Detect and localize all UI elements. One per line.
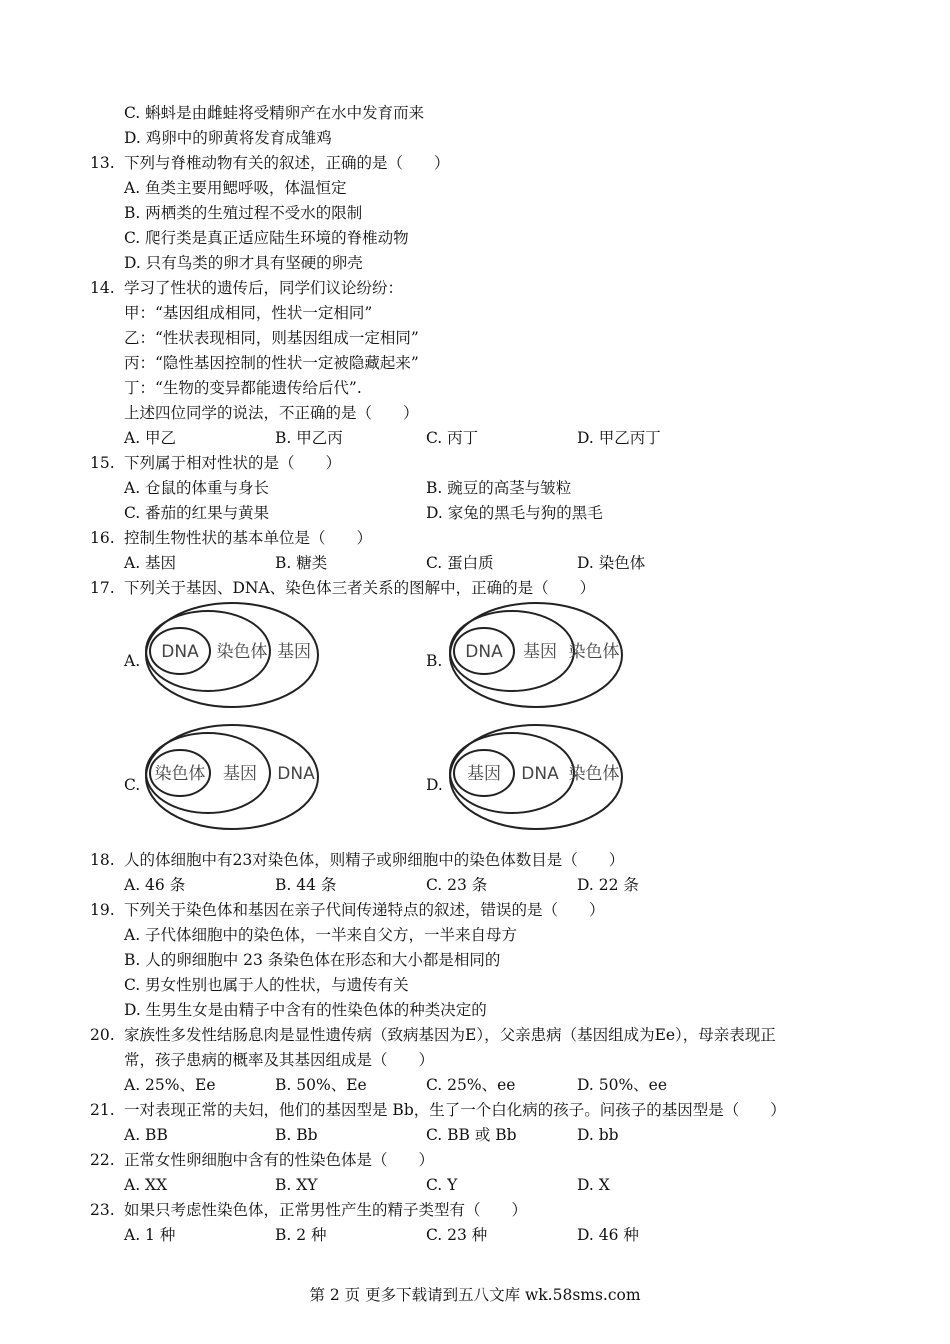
option-c: C. 25%、ee <box>426 1076 516 1094</box>
option-d: D. bb <box>577 1126 619 1144</box>
option-b: B. 豌豆的高茎与皱粒 <box>426 479 572 497</box>
option-line: D. 只有鸟类的卵才具有坚硬的卵壳 <box>124 254 363 272</box>
question-stem: 家族性多发性结肠息肉是显性遗传病（致病基因为E），父亲患病（基因组成为Ee），母亲表现正 <box>124 1026 776 1044</box>
label-gene: 基因 <box>523 642 557 662</box>
statement-line: 丁：“生物的变异都能遗传给后代”. <box>124 379 362 397</box>
label-chromosome: 染色体 <box>154 764 206 784</box>
option-d: D. 46 种 <box>577 1226 639 1244</box>
option-d: D. 22 条 <box>577 876 639 894</box>
option-a-label: A. <box>124 652 141 670</box>
label-dna: DNA <box>521 764 559 784</box>
option-d: D. 甲乙丙丁 <box>577 429 661 447</box>
question-number: 20. <box>90 1026 115 1044</box>
option-b-label: B. <box>426 652 443 670</box>
option-a: A. BB <box>124 1126 168 1144</box>
option-line: D. 鸡卵中的卵黄将发育成雏鸡 <box>124 129 332 147</box>
statement-line: 上述四位同学的说法，不正确的是（ ） <box>124 404 419 422</box>
question-stem: 控制生物性状的基本单位是（ ） <box>124 529 373 547</box>
page-footer: 第 2 页 更多下载请到五八文库 wk.58sms.com <box>309 1286 641 1304</box>
option-b: B. 50%、Ee <box>275 1076 367 1094</box>
option-c: C. 丙丁 <box>426 429 479 447</box>
label-chromosome: 染色体 <box>216 642 268 662</box>
label-chromosome: 染色体 <box>568 642 620 662</box>
venn-diagram-d <box>448 722 628 832</box>
option-a: A. XX <box>124 1176 168 1194</box>
question-stem: 下列属于相对性状的是（ ） <box>124 454 342 472</box>
label-gene: 基因 <box>467 764 501 784</box>
question-number: 15. <box>90 454 115 472</box>
question-number: 19. <box>90 901 115 919</box>
option-a: A. 基因 <box>124 554 177 572</box>
question-stem-cont: 常，孩子患病的概率及其基因组成是（ ） <box>124 1051 435 1069</box>
option-a: A. 46 条 <box>124 876 186 894</box>
statement-line: 甲：“基因组成相同，性状一定相同” <box>124 304 373 322</box>
question-number: 23. <box>90 1201 115 1219</box>
question-stem: 一对表现正常的夫妇，他们的基因型是 Bb，生了一个白化病的孩子。问孩子的基因型是（ ） <box>124 1101 786 1119</box>
option-c: C. 番茄的红果与黄果 <box>124 504 270 522</box>
option-a: A. 1 种 <box>124 1226 176 1244</box>
option-line: C. 爬行类是真正适应陆生环境的脊椎动物 <box>124 229 409 247</box>
question-number: 18. <box>90 851 115 869</box>
option-a: A. 仓鼠的体重与身长 <box>124 479 270 497</box>
option-c: C. 23 种 <box>426 1226 488 1244</box>
option-d: D. 50%、ee <box>577 1076 668 1094</box>
option-c: C. BB 或 Bb <box>426 1126 517 1144</box>
label-dna: DNA <box>277 764 315 784</box>
option-c: C. 23 条 <box>426 876 488 894</box>
option-b: B. 2 种 <box>275 1226 327 1244</box>
statement-line: 乙：“性状表现相同，则基因组成一定相同” <box>124 329 419 347</box>
venn-diagram-a <box>144 600 324 710</box>
option-line: B. 人的卵细胞中 23 条染色体在形态和大小都是相同的 <box>124 951 501 969</box>
option-c: C. Y <box>426 1176 458 1194</box>
option-line: B. 两栖类的生殖过程不受水的限制 <box>124 204 363 222</box>
question-stem: 学习了性状的遗传后，同学们议论纷纷： <box>124 279 404 297</box>
option-a: A. 25%、Ee <box>124 1076 216 1094</box>
question-number: 13. <box>90 154 115 172</box>
label-dna: DNA <box>161 642 199 662</box>
statement-line: 丙：“隐性基因控制的性状一定被隐藏起来” <box>124 354 419 372</box>
question-stem: 人的体细胞中有23对染色体，则精子或卵细胞中的染色体数目是（ ） <box>124 851 625 869</box>
question-stem: 下列关于基因、DNA、染色体三者关系的图解中，正确的是（ ） <box>124 579 596 597</box>
option-line: C. 蝌蚪是由雌蛙将受精卵产在水中发育而来 <box>124 104 425 122</box>
question-stem: 如果只考虑性染色体，正常男性产生的精子类型有（ ） <box>124 1201 528 1219</box>
option-b: B. XY <box>275 1176 318 1194</box>
option-b: B. 44 条 <box>275 876 337 894</box>
question-number: 17. <box>90 579 115 597</box>
question-number: 21. <box>90 1101 115 1119</box>
option-b: B. Bb <box>275 1126 318 1144</box>
option-line: C. 男女性别也属于人的性状，与遗传有关 <box>124 976 409 994</box>
option-c: C. 蛋白质 <box>426 554 494 572</box>
option-line: A. 鱼类主要用鳃呼吸，体温恒定 <box>124 179 347 197</box>
option-d-label: D. <box>426 776 443 794</box>
question-stem: 下列与脊椎动物有关的叙述，正确的是（ ） <box>124 154 450 172</box>
question-number: 14. <box>90 279 115 297</box>
question-stem: 下列关于染色体和基因在亲子代间传递特点的叙述，错误的是（ ） <box>124 901 605 919</box>
venn-diagram-b <box>448 600 628 710</box>
label-gene: 基因 <box>277 642 311 662</box>
question-number: 22. <box>90 1151 115 1169</box>
option-d: D. 染色体 <box>577 554 646 572</box>
option-b: B. 糖类 <box>275 554 328 572</box>
question-number: 16. <box>90 529 115 547</box>
option-a: A. 甲乙 <box>124 429 177 447</box>
option-d: D. X <box>577 1176 610 1194</box>
option-line: D. 生男生女是由精子中含有的性染色体的种类决定的 <box>124 1001 487 1019</box>
option-line: A. 子代体细胞中的染色体，一半来自父方，一半来自母方 <box>124 926 518 944</box>
option-b: B. 甲乙丙 <box>275 429 343 447</box>
question-stem: 正常女性卵细胞中含有的性染色体是（ ） <box>124 1151 435 1169</box>
option-c-label: C. <box>124 776 141 794</box>
option-d: D. 家兔的黑毛与狗的黑毛 <box>426 504 603 522</box>
label-chromosome: 染色体 <box>568 764 620 784</box>
venn-diagram-c <box>144 722 324 832</box>
label-gene: 基因 <box>223 764 257 784</box>
label-dna: DNA <box>465 642 503 662</box>
